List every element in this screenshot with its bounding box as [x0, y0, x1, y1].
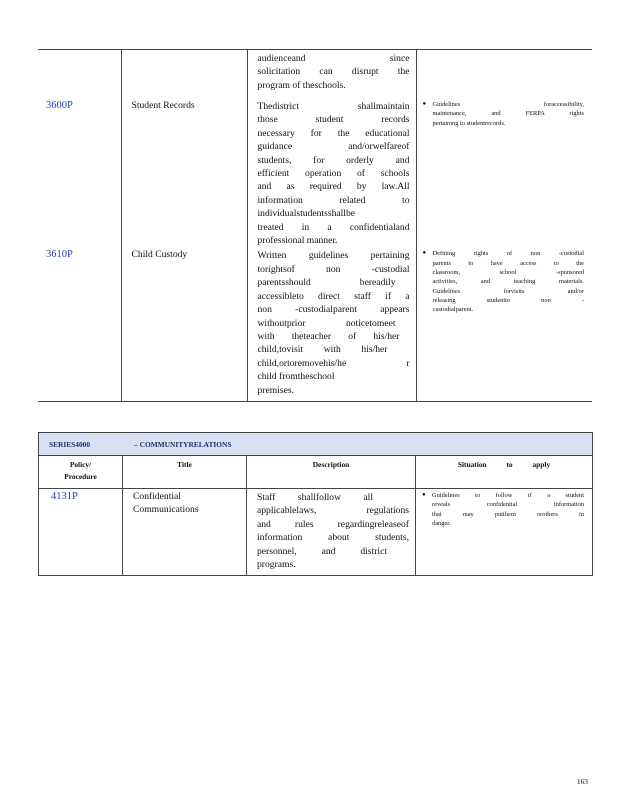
- description-line: information about students,: [257, 532, 409, 544]
- policy-number: 3610P: [38, 247, 121, 401]
- description-line: program of theschools.: [257, 79, 346, 91]
- situation-line: custodialparent.: [432, 306, 474, 314]
- description-cell: [247, 50, 416, 99]
- description-line: applicablelaws, regulations: [257, 505, 409, 517]
- policy-number: 4131P: [39, 489, 123, 576]
- column-header-row: [39, 456, 593, 489]
- policy-cell: [38, 50, 121, 99]
- series-header-row: [39, 433, 593, 456]
- series-name: – COMMUNITYRELATIONS: [134, 439, 232, 449]
- situation-cell: [416, 50, 592, 99]
- description-line: Written guidelines pertaining: [257, 250, 410, 262]
- policy-title: [123, 489, 247, 576]
- situation-line: parents to have access to the: [432, 259, 584, 267]
- table-row-3600P: [38, 98, 592, 247]
- situation-line: ● Guidelines foraccessibility,: [432, 101, 584, 108]
- description-line: solicitation can disrupt the: [257, 66, 410, 78]
- header-policy-line2: Procedure: [64, 472, 97, 481]
- header-policy-line1: Policy/: [69, 460, 92, 469]
- situation-line: reveals confidential information: [432, 501, 585, 509]
- page-number: 163: [576, 777, 588, 786]
- series-heading: [39, 433, 593, 456]
- description-line: personnel, and district: [257, 545, 387, 557]
- policy-title: Child Custody: [121, 247, 247, 401]
- situation-cell: [416, 247, 592, 401]
- situation-line: activities, and teaching materials.: [432, 278, 584, 286]
- column-header-situation: Situation to apply: [416, 456, 593, 489]
- title-cell: [121, 50, 247, 99]
- situation-line: that may putthem orothers in: [432, 510, 585, 518]
- description-line: Thedistrict shallmaintain: [257, 101, 410, 112]
- description-line: child,tovisit with his/her: [257, 344, 388, 356]
- description-cell: [247, 489, 416, 576]
- table-row-3610P: [38, 247, 592, 401]
- description-line: audienceand since: [257, 53, 410, 64]
- description-line: guidance and/orwelfareof: [257, 141, 410, 153]
- description-line: students, for orderly and: [257, 154, 410, 166]
- description-line: parentsshould bereadily: [257, 277, 396, 289]
- description-line: professional manner.: [257, 235, 338, 247]
- situation-line: Guidelines forvisits and/or: [432, 287, 584, 295]
- policy-number: 3600P: [46, 100, 73, 111]
- situation-line: ● Guidelines to follow if a student: [432, 492, 585, 499]
- description-line: individualstudentsshallbe: [257, 208, 356, 220]
- description-line: those student records: [257, 114, 410, 126]
- table-row-4131P: [39, 489, 593, 576]
- description-line: child,ortoremovehis/he r: [257, 357, 410, 369]
- situation-bullet: [433, 100, 585, 128]
- series-code: SERIES4000: [49, 439, 91, 449]
- description-line: necessary for the educational: [257, 127, 410, 139]
- column-header-title: Title: [123, 456, 247, 489]
- description-line: treated in a confidentialand: [257, 221, 410, 233]
- description-line: efficient operation of schools: [257, 168, 410, 180]
- situation-cell: [416, 98, 592, 247]
- situation-line: maintenance, and FERPA rights: [432, 110, 584, 118]
- table-row-continuation: [38, 50, 592, 99]
- situation-line: danger.: [432, 519, 451, 527]
- description-line: Staff shallfollow all: [257, 492, 373, 503]
- description-line: with theteacher of his/her: [257, 330, 400, 342]
- situation-line: ● Defining rights of non -custodial: [432, 250, 584, 258]
- situation-line: pertaining to studentrecords.: [432, 119, 506, 127]
- column-header-policy: [39, 456, 123, 489]
- description-line: and as required by law.All: [257, 181, 410, 193]
- description-cell: [247, 98, 416, 247]
- description-line: torightsof non -custodial: [257, 263, 410, 275]
- policy-title: Student Records: [121, 98, 247, 247]
- policy-table-series-3000: [38, 49, 592, 402]
- situation-line: releasing studentto non -: [432, 296, 584, 304]
- description-line: accessibleto direct staff if a: [257, 290, 410, 302]
- description-cell: [247, 247, 416, 401]
- description-line: information related to: [257, 194, 410, 206]
- column-header-description: Description: [247, 456, 416, 489]
- policy-table-series-4000: [38, 432, 593, 576]
- description-line: programs.: [257, 559, 296, 571]
- situation-bullet: [432, 491, 584, 528]
- description-line: premises.: [257, 384, 295, 396]
- situation-line: classroom, school -sponsored: [432, 269, 584, 277]
- policy-title-line: Confidential: [133, 491, 181, 502]
- situation-cell: [416, 489, 593, 576]
- policy-title-line: Communications: [133, 504, 199, 515]
- description-line: child fromtheschool: [257, 371, 335, 383]
- description-line: and rules regardingreleaseof: [257, 518, 409, 530]
- situation-bullet: [433, 249, 585, 314]
- description-line: withoutprior noticetomeet: [257, 317, 396, 329]
- description-line: non -custodialparent appears: [257, 304, 410, 316]
